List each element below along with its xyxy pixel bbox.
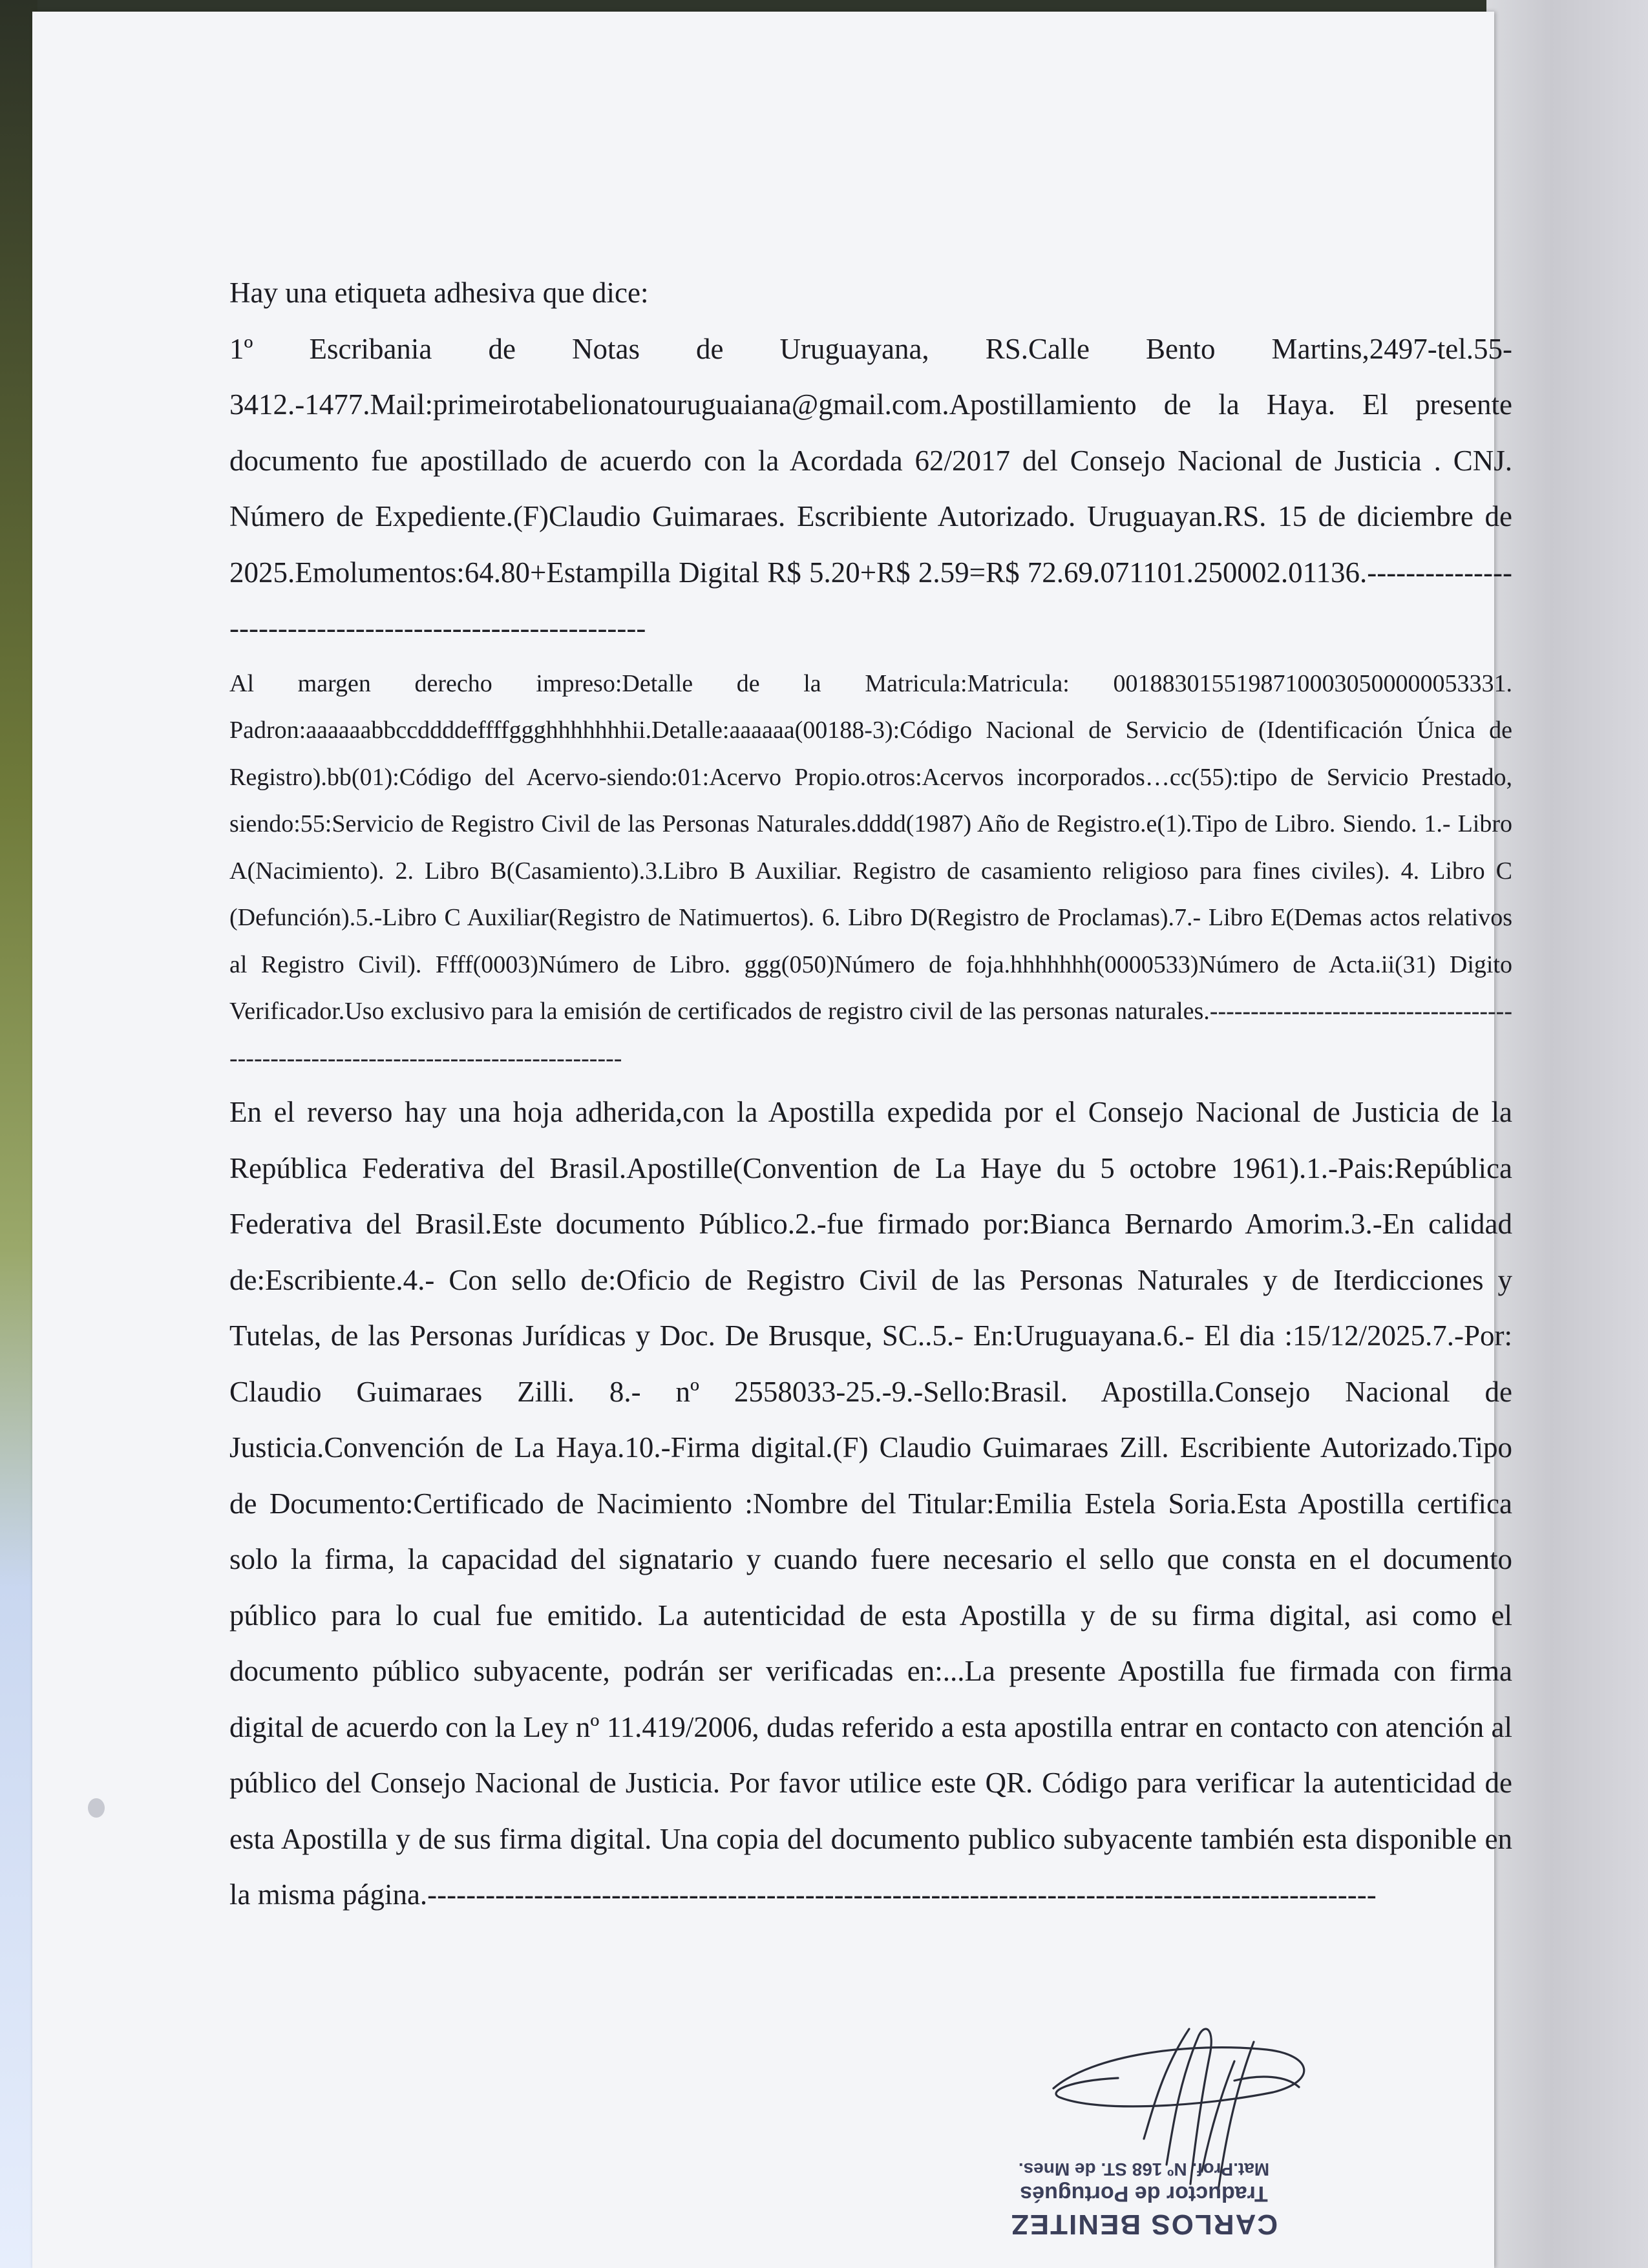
- sticker-text: 1º Escribania de Notas de Uruguayana, RS.Calle Bento Martins,2497-tel.55-3412.-1477.Mail:primeirotabelionatouruguaiana@gmail.com.Apostillamiento de la Haya. El presente documento fue apostillado de acuerdo con la Acordada 62/2017 del Consejo Nacional de Justicia . CNJ. Número de Expediente.(F)Claudio Guimaraes. Escribiente Autorizado. Uruguayan.RS. 15 de diciembre de 2025.Emolumentos:64.80+Estampilla Digital R$ 5.20+R$ 2.59=R$ 72.69.071101.250002.01136.----------------------------------------------------------: [229, 332, 1512, 644]
- stamp-name: CARLOS BENITEZ: [1009, 2209, 1278, 2240]
- sticker-intro: Hay una etiqueta adhesiva que dice:: [229, 277, 649, 309]
- document-body: [229, 265, 1512, 1923]
- translator-stamp: [976, 2158, 1312, 2241]
- punch-hole: [88, 1798, 105, 1818]
- stamp-role: Traductor de Portugués: [1020, 2181, 1268, 2206]
- apostille-text: En el reverso hay una hoja adherida,con la Apostilla expedida por el Consejo Nacional de Justicia de la República Federativa del Brasil.Apostille(Convention de La Haye du 5 octobre 1961).1.-Pais:República Federativa del Brasil.Este documento Público.2.-fue firmado por:Bianca Bernardo Amorim.3.-En calidad de:Escribiente.4.- Con sello de:Oficio de Registro Civil de las Personas Naturales y de Iterdicciones y Tutelas, de las Personas Jurídicas y Doc. De Brusque, SC..5.- En:Uruguayana.6.- El dia :15/12/2025.7.-Por: Claudio Guimaraes Zilli. 8.- nº 2558033-25.-9.-Sello:Brasil. Apostilla.Consejo Nacional de Justicia.Convención de La Haya.10.-Firma digital.(F) Claudio Guimaraes Zill. Escribiente Autorizado.Tipo de Documento:Certificado de Nacimiento :Nombre del Titular:Emilia Estela Soria.Esta Apostilla certifica solo la firma, la capacidad del signatario y cuando fuere necesario el sello que consta en el documento público para lo cual fue emitido. La autenticidad de esta Apostilla y de su firma digital, asi como el documento público subyacente, podrán ser verificadas en:...La presente Apostilla fue firmada con firma digital de acuerdo con la Ley nº 11.419/2006, dudas referido a esta apostilla entrar en contacto con atención al público del Consejo Nacional de Justicia. Por favor utilice este QR. Código para verificar la autenticidad de esta Apostilla y de sus firma digital. Una copia del documento publico subyacente también esta disponible en la misma página.--------------------------------------------------------------------------------------------------: [229, 1096, 1512, 1911]
- stamp-registration: Mat.Prof. Nº 168 ST. de Mnes.: [1018, 2159, 1270, 2179]
- margin-registration-detail: Al margen derecho impreso:Detalle de la Matricula:Matricula: 00188301551987100030500000053331. Padron:aaaaaabbccddddeffffggghhhhhhhii.Detalle:aaaaaa(00188-3):Código Nacional de Servicio de (Identificación Única de Registro).bb(01):Código del Acervo-siendo:01:Acervo Propio.otros:Acervos incorporados…cc(55):tipo de Servicio Prestado, siendo:55:Servicio de Registro Civil de las Personas Naturales.dddd(1987) Año de Registro.e(1).Tipo de Libro. Siendo. 1.- Libro A(Nacimiento). 2. Libro B(Casamiento).3.Libro B Auxiliar. Registro de casamiento religioso para fines civiles). 4. Libro C (Defunción).5.-Libro C Auxiliar(Registro de Natimuertos). 6. Libro D(Registro de Proclamas).7.- Libro E(Demas actos relativos al Registro Civil). Ffff(0003)Número de Libro. ggg(050)Número de foja.hhhhhhh(0000533)Número de Acta.ii(31) Digito Verificador.Uso exclusivo para la emisión de certificados de registro civil de las personas naturales.-------------------------------------------------------------------------------------: [229, 669, 1512, 1072]
